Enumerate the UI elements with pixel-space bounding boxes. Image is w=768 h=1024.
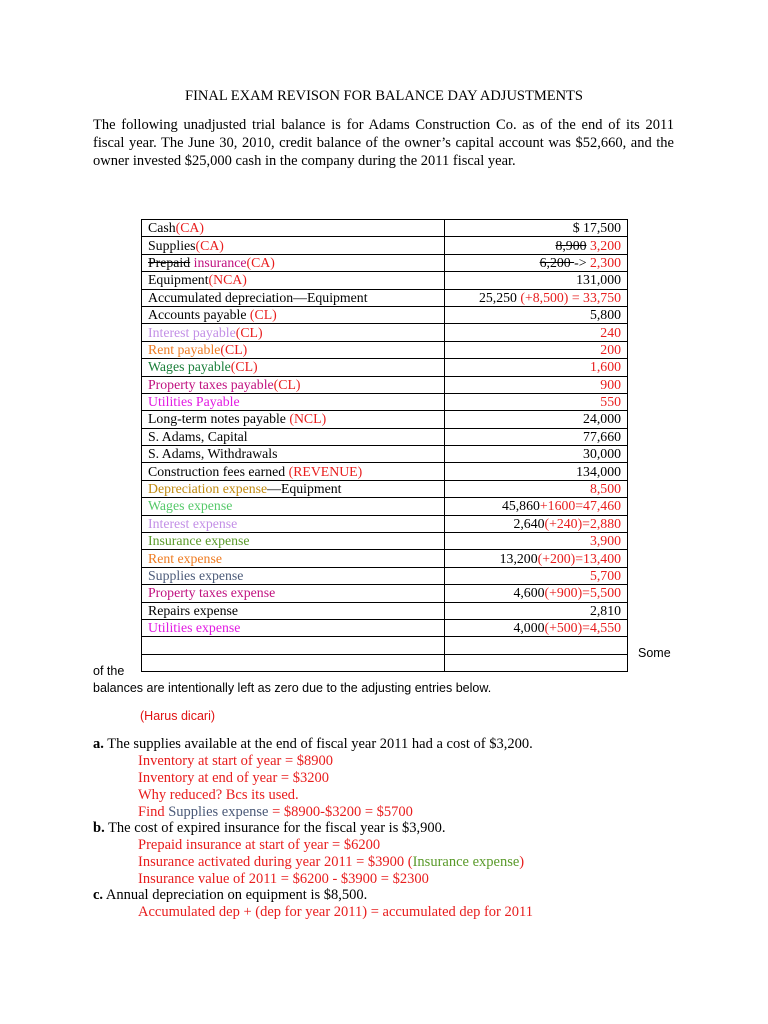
account-value-cell — [445, 463, 628, 480]
account-name-segment: (CL) — [230, 359, 258, 375]
account-value-segment: 900 — [600, 376, 621, 392]
note-text-of-the: of the — [93, 664, 125, 678]
account-value-segment: 45,860 — [501, 498, 540, 514]
table-row — [142, 498, 628, 515]
account-name-segment: (CA) — [195, 237, 224, 253]
account-name-segment: (NCA) — [208, 272, 247, 288]
account-value-cell — [445, 567, 628, 584]
account-name-cell — [142, 411, 445, 428]
account-name-cell — [142, 567, 445, 584]
account-value-cell — [445, 411, 628, 428]
account-value-segment: 25,250 — [478, 289, 521, 305]
table-row — [142, 393, 628, 410]
account-value-cell — [445, 533, 628, 550]
account-name-cell — [142, 324, 445, 341]
account-name-segment: Accounts payable — [148, 307, 250, 323]
account-name-cell — [142, 637, 445, 654]
account-name-segment: Wages expense — [148, 498, 233, 514]
account-value-cell — [445, 254, 628, 271]
adjustment-line: Why reduced? Bcs its used. — [138, 787, 299, 803]
table-row — [142, 585, 628, 602]
account-value-cell — [445, 602, 628, 619]
table-row — [142, 446, 628, 463]
account-value-segment: 6,200 — [539, 254, 575, 270]
account-name-segment: Accumulated depreciation—Equipment — [148, 289, 368, 305]
account-name-segment: Wages payable — [148, 359, 231, 375]
account-name-segment: Depreciation expense — [148, 481, 268, 497]
adjustment-letter: a. — [93, 736, 104, 752]
account-name-cell — [142, 359, 445, 376]
account-value-cell — [445, 220, 628, 237]
account-value-cell — [445, 585, 628, 602]
account-value-cell — [445, 637, 628, 654]
adjustment-c — [93, 887, 713, 921]
table-row — [142, 480, 628, 497]
account-name-cell — [142, 341, 445, 358]
account-name-segment: Construction fees earned — [148, 463, 289, 479]
adjustment-b — [93, 820, 713, 888]
adjustment-line: Insurance value of 2011 = $6200 - $3900 = $2300 — [138, 871, 429, 887]
adjustment-line: Insurance activated during year 2011 = $3900 (Insurance expense) — [138, 854, 525, 870]
account-name-segment: Interest payable — [148, 324, 236, 340]
account-name-cell — [142, 480, 445, 497]
adjustment-text: Annual depreciation on equipment is $8,500. — [103, 887, 368, 903]
account-value-segment: +1600=47,460 — [539, 498, 621, 514]
account-name-segment: Interest expense — [148, 515, 238, 531]
account-name-segment: Long-term notes payable — [148, 411, 290, 427]
account-value-cell — [445, 359, 628, 376]
account-value-cell — [445, 306, 628, 323]
account-name-segment: (NCL) — [289, 411, 327, 427]
adjustment-line: Inventory at end of year = $3200 — [138, 770, 329, 786]
trial-balance-table — [141, 219, 628, 672]
table-row — [142, 428, 628, 445]
account-name-segment: Rent payable — [148, 341, 221, 357]
table-row — [142, 463, 628, 480]
account-value-cell — [445, 393, 628, 410]
table-row — [142, 567, 628, 584]
account-value-cell — [445, 272, 628, 289]
account-name-segment: Prepaid — [148, 254, 191, 270]
account-value-segment: $ 17,500 — [572, 220, 621, 236]
table-row — [142, 515, 628, 532]
account-value-segment: (+8,500) = 33,750 — [520, 289, 621, 305]
account-name-cell — [142, 515, 445, 532]
table-row — [142, 341, 628, 358]
account-value-segment: (+200)=13,400 — [537, 550, 621, 566]
account-value-segment: 240 — [600, 324, 621, 340]
account-name-segment: Utilities expense — [148, 620, 241, 636]
account-value-segment: 2,300 — [589, 254, 621, 270]
account-value-cell — [445, 428, 628, 445]
account-value-segment: 8,900 — [555, 237, 587, 253]
note-text-some: Some — [638, 646, 671, 660]
table-row — [142, 220, 628, 237]
account-value-segment: 5,800 — [589, 307, 621, 323]
account-name-cell — [142, 602, 445, 619]
table-row — [142, 411, 628, 428]
intro-paragraph: The following unadjusted trial balance is for Adams Construction Co. as of the end of its 2011 fiscal year. The June 30, 2010, credit balance of the owner’s capital account was $52,660, and the owner invested $25,000 cash in the company during the 2011 fiscal year. — [93, 117, 674, 169]
account-value-cell — [445, 550, 628, 567]
account-name-cell — [142, 585, 445, 602]
account-value-cell — [445, 654, 628, 671]
account-value-segment: 30,000 — [583, 446, 621, 462]
account-name-cell — [142, 254, 445, 271]
table-row — [142, 289, 628, 306]
account-value-segment: (+500)=4,550 — [544, 620, 621, 636]
account-value-segment: 5,700 — [589, 568, 621, 583]
adjustment-text: The cost of expired insurance for the fiscal year is $3,900. — [104, 820, 446, 836]
table-row — [142, 376, 628, 393]
account-name-cell — [142, 463, 445, 480]
page-title: FINAL EXAM REVISON FOR BALANCE DAY ADJUSTMENTS — [185, 88, 583, 104]
account-value-segment: 200 — [600, 341, 621, 357]
account-name-segment: Utilities Payable — [148, 394, 240, 410]
account-value-segment: 77,660 — [583, 428, 621, 444]
note-text-balances: balances are intentionally left as zero due to the adjusting entries below. — [93, 681, 492, 695]
account-name-cell — [142, 393, 445, 410]
table-row — [142, 359, 628, 376]
account-name-segment: (CL) — [220, 341, 248, 357]
account-name-segment: —Equipment — [267, 481, 342, 497]
account-name-segment: (CA) — [175, 220, 204, 236]
account-name-cell — [142, 533, 445, 550]
table-row — [142, 550, 628, 567]
account-name-segment: insurance — [190, 254, 247, 270]
account-name-segment: Repairs expense — [148, 602, 239, 618]
account-name-segment: (CL) — [273, 376, 301, 392]
account-name-cell — [142, 376, 445, 393]
account-name-cell — [142, 654, 445, 671]
account-value-segment: 8,500 — [589, 481, 621, 497]
adjustment-line: Find Supplies expense = $8900-$3200 = $5700 — [138, 804, 413, 820]
adjustment-line: Prepaid insurance at start of year = $6200 — [138, 837, 381, 853]
account-value-cell — [445, 324, 628, 341]
account-value-segment: 550 — [600, 394, 621, 410]
table-row — [142, 602, 628, 619]
account-value-cell — [445, 498, 628, 515]
account-name-cell — [142, 237, 445, 254]
account-value-segment: 131,000 — [576, 272, 621, 288]
account-name-cell — [142, 272, 445, 289]
account-name-cell — [142, 550, 445, 567]
account-value-segment: -> — [574, 254, 590, 270]
account-value-cell — [445, 289, 628, 306]
account-name-segment: Supplies expense — [148, 568, 244, 583]
account-name-segment: Insurance expense — [148, 533, 250, 549]
account-value-segment: 4,600 — [513, 585, 545, 601]
adjustment-letter: c. — [93, 887, 104, 903]
account-value-segment: 1,600 — [589, 359, 621, 375]
account-value-segment: (+240)=2,880 — [544, 515, 621, 531]
account-value-segment: 13,200 — [499, 550, 538, 566]
account-value-cell — [445, 341, 628, 358]
account-name-segment: Equipment — [148, 272, 209, 288]
account-name-cell — [142, 498, 445, 515]
account-name-segment: (CL) — [235, 324, 263, 340]
account-name-cell — [142, 289, 445, 306]
account-name-cell — [142, 220, 445, 237]
account-name-cell — [142, 619, 445, 636]
account-name-segment: Property taxes expense — [148, 585, 276, 601]
account-name-segment: S. Adams, Withdrawals — [148, 446, 278, 462]
account-name-segment: (CA) — [246, 254, 275, 270]
table-row — [142, 654, 628, 671]
account-value-segment: 134,000 — [576, 463, 621, 479]
account-name-cell — [142, 306, 445, 323]
table-row — [142, 533, 628, 550]
table-row — [142, 619, 628, 636]
account-value-segment: (+900)=5,500 — [544, 585, 621, 601]
table-row — [142, 324, 628, 341]
table-row — [142, 306, 628, 323]
account-value-cell — [445, 619, 628, 636]
account-name-cell — [142, 428, 445, 445]
account-value-cell — [445, 237, 628, 254]
table-row — [142, 237, 628, 254]
account-name-segment: S. Adams, Capital — [148, 428, 248, 444]
account-value-segment: 4,000 — [513, 620, 545, 636]
account-name-segment: Property taxes payable — [148, 376, 274, 392]
account-name-segment: Rent expense — [148, 550, 222, 566]
account-value-cell — [445, 446, 628, 463]
account-value-cell — [445, 376, 628, 393]
account-value-segment: 3,900 — [589, 533, 621, 549]
table-row — [142, 272, 628, 289]
account-value-segment: 24,000 — [583, 411, 621, 427]
account-value-segment: 3,200 — [586, 237, 621, 253]
account-value-segment: 2,810 — [589, 602, 621, 618]
adjustment-line: Accumulated dep + (dep for year 2011) = accumulated dep for 2011 — [138, 904, 533, 920]
account-name-segment: (CL) — [249, 307, 277, 323]
account-value-segment: 2,640 — [513, 515, 545, 531]
table-row — [142, 254, 628, 271]
note-harus-dicari: (Harus dicari) — [140, 709, 216, 723]
account-name-segment: Cash — [148, 220, 176, 236]
adjustment-letter: b. — [93, 820, 105, 836]
table-row — [142, 637, 628, 654]
account-name-segment: (REVENUE) — [288, 463, 363, 479]
account-value-cell — [445, 515, 628, 532]
adjustment-line: Inventory at start of year = $8900 — [138, 753, 334, 769]
account-name-segment: Supplies — [148, 237, 196, 253]
adjustment-a — [93, 736, 693, 821]
account-value-cell — [445, 480, 628, 497]
adjustment-text: The supplies available at the end of fiscal year 2011 had a cost of $3,200. — [103, 736, 533, 752]
account-name-cell — [142, 446, 445, 463]
